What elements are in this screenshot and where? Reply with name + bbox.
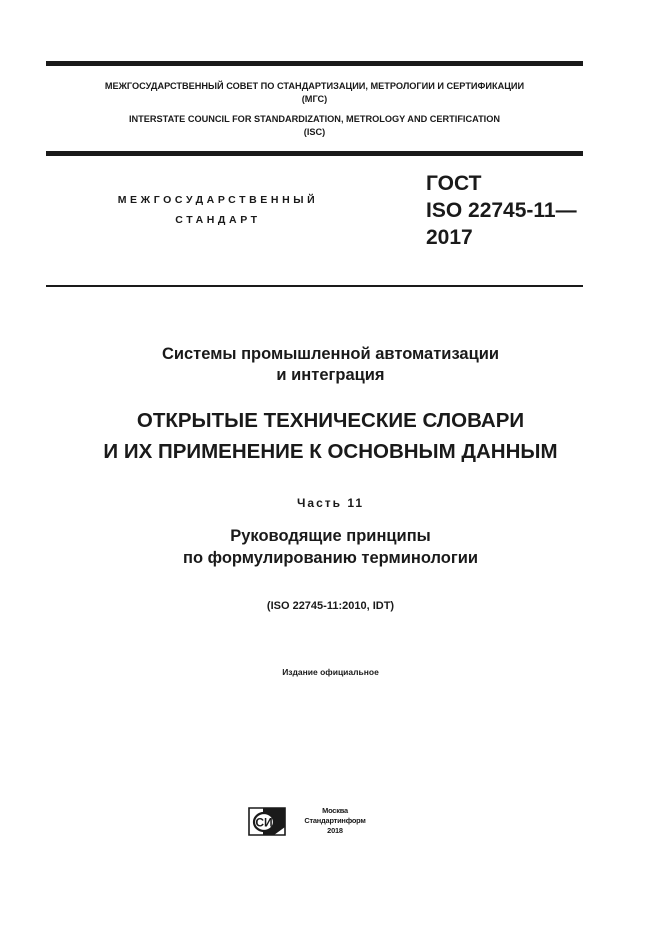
part-number: Часть 11 — [296, 496, 365, 510]
gost-line2: ISO 22745-11— — [426, 199, 577, 222]
part-title-line2: по формулированию терминологии — [182, 549, 478, 567]
gost-line3: 2017 — [426, 226, 473, 249]
title-line2: И ИХ ПРИМЕНЕНИЕ К ОСНОВНЫМ ДАННЫМ — [103, 440, 558, 463]
part-title-line1: Руководящие принципы — [230, 527, 431, 545]
interstate-standard-label — [68, 190, 368, 230]
council-ru-abbrev: (МГС) — [301, 94, 328, 104]
council-name-ru — [46, 80, 583, 106]
standard-label-line1: МЕЖГОСУДАРСТВЕННЫЙ — [117, 194, 319, 206]
council-en-line1: INTERSTATE COUNCIL FOR STANDARDIZATION, METROLOGY AND CERTIFICATION — [128, 114, 501, 124]
council-en-abbrev: (ISC) — [303, 127, 326, 137]
imprint-publisher: Стандартинформ — [304, 816, 366, 825]
title-line1: ОТКРЫТЫЕ ТЕХНИЧЕСКИЕ СЛОВАРИ — [136, 409, 525, 432]
svg-text:СИ: СИ — [255, 815, 273, 830]
publisher-imprint — [294, 806, 376, 836]
standartinform-logo-icon — [248, 807, 286, 836]
subtitle-line1: Системы промышленной автоматизации — [161, 345, 500, 363]
document-subtitle — [0, 344, 661, 386]
top-rule — [46, 61, 583, 66]
bottom-rule — [46, 285, 583, 287]
part-title — [0, 525, 661, 569]
document-title — [0, 405, 661, 467]
gost-line1: ГОСТ — [426, 172, 482, 195]
edition-note: Издание официальное — [282, 667, 379, 677]
iso-reference: (ISO 22745-11:2010, IDT) — [266, 600, 395, 612]
middle-rule — [46, 151, 583, 156]
gost-designation — [426, 170, 577, 251]
council-ru-line1: МЕЖГОСУДАРСТВЕННЫЙ СОВЕТ ПО СТАНДАРТИЗАЦИИ, МЕТРОЛОГИИ И СЕРТИФИКАЦИИ — [104, 81, 525, 91]
standard-label-line2: СТАНДАРТ — [175, 214, 261, 226]
imprint-city: Москва — [322, 806, 348, 815]
council-name-en — [46, 113, 583, 139]
subtitle-line2: и интеграция — [276, 366, 385, 384]
imprint-year: 2018 — [327, 826, 343, 835]
